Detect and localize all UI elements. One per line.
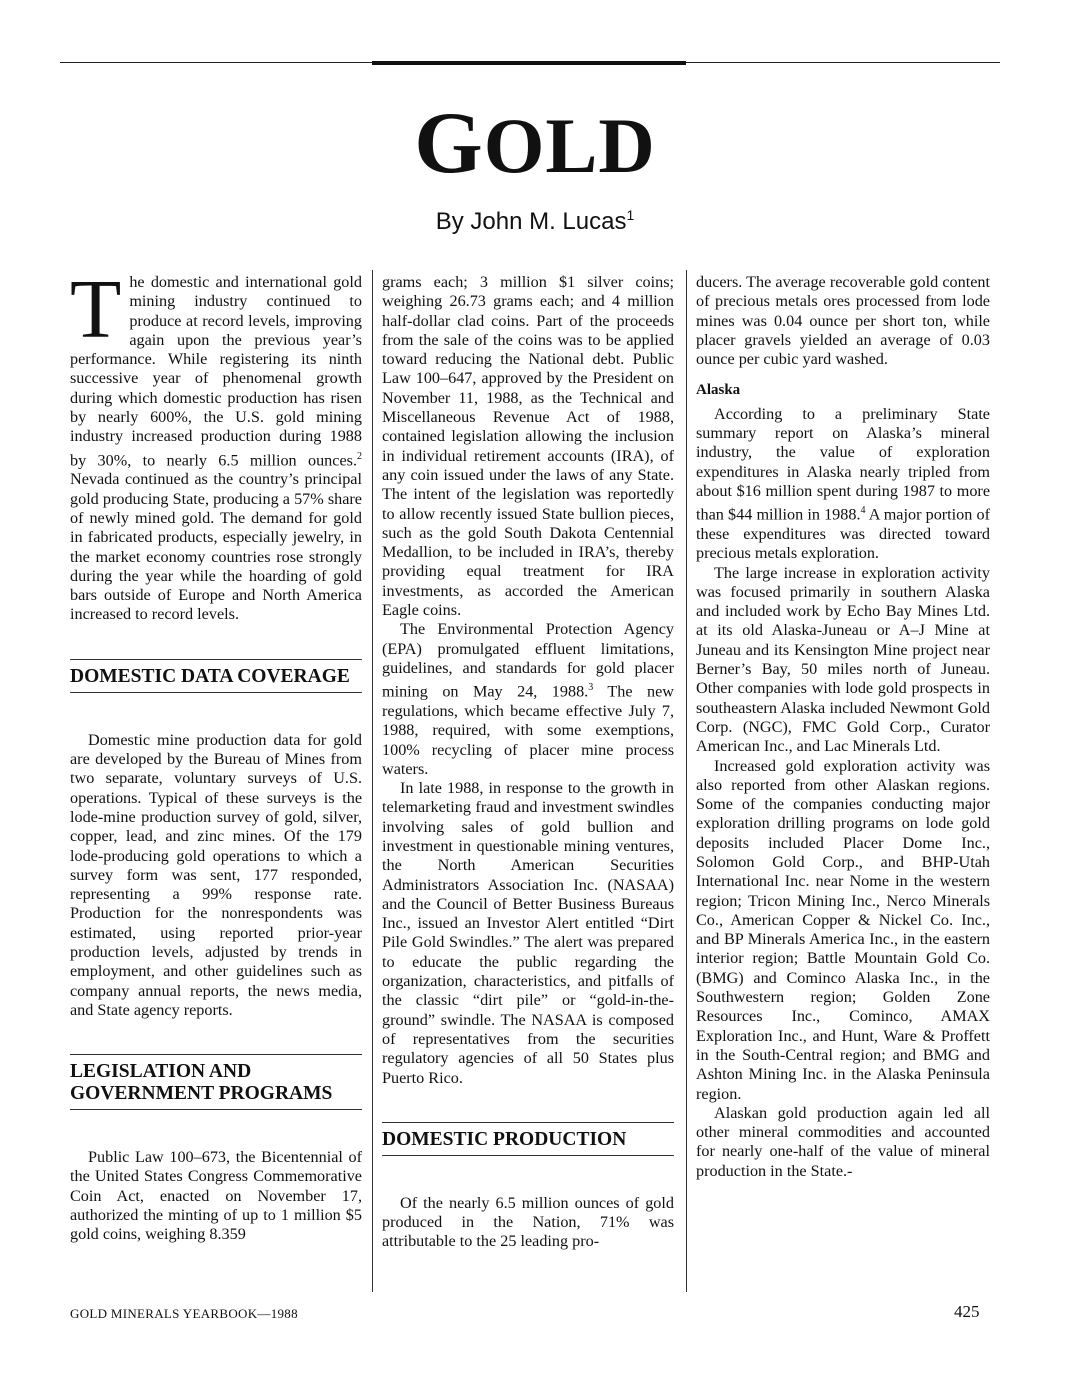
drop-cap: T <box>70 263 122 356</box>
column-1 <box>70 263 362 1245</box>
paragraph: Increased gold exploration activity was also reported from other Alaskan regions. Some of the companies conducting major exploration drilling programs on lode gold deposits included Placer Dome Inc., Solomon Gold Corp., and BHP-Utah International Inc. near Nome in the western region; Tricon Mining Inc., Nerco Minerals Co., American Copper & Nickel Co. Inc., and BP Minerals America Inc., in the eastern interior region; Battle Mountain Gold Co. (BMG) and Cominco Alaska Inc., in the Southwestern region; Golden Zone Resources Inc., Cominco, AMAX Exploration Inc., and Hunt, Ware & Proffett in the South-Central region; and BMG and Ashton Mining Inc. in the Alaska Peninsula region. <box>696 756 990 1103</box>
section-heading-legislation: LEGISLATION AND GOVERNMENT PROGRAMS <box>70 1054 362 1110</box>
running-footer: GOLD MINERALS YEARBOOK—1988 <box>70 1306 298 1321</box>
page-title: GOLD <box>414 95 656 192</box>
paragraph: Of the nearly 6.5 million ounces of gold produced in the Nation, 71% was attributable to the 25 leading pro- <box>382 1193 674 1251</box>
paragraph: According to a preliminary State summary report on Alaska’s mineral industry, the value of exploration expenditures in Alaska nearly tripled from about $16 million spent during 1987 to more than $44 million in 1988.$^4$ A major portion of these expenditures was directed toward precious metals exploration. <box>696 404 990 563</box>
paragraph: The large increase in exploration activity was focused primarily in southern Alaska and included work by Echo Bay Mines Ltd. at its old Alaska-Juneau or A–J Mine at Juneau and its Kensington Mine project near Berner’s Bay, 50 miles north of Juneau. Other companies with lode gold prospects in southeastern Alaska included Newmont Gold Corp. (NGC), FMC Gold Corp., Curator American Inc., and Lac Minerals Ltd. <box>696 563 990 756</box>
column-divider <box>686 270 687 1292</box>
paragraph: Domestic mine production data for gold are developed by the Bureau of Mines from two separate, voluntary surveys of U.S. operations. Typical of these surveys is the lode-mine production survey of gold, silver, copper, lead, and zinc mines. Of the 179 lode-producing gold operations to which a survey form was sent, 177 responded, representing a 99% response rate. Production for the nonrespondents was estimated, using reported prior-year production levels, adjusted by trends in employment, and other guidelines such as company annual reports, the news media, and State agency reports. <box>70 730 362 1019</box>
top-rule-accent <box>372 61 686 65</box>
column-divider <box>372 270 373 1292</box>
byline: By John M. Lucas$^1$ <box>435 207 635 235</box>
paragraph: In late 1988, in response to the growth in telemarketing fraud and investment swindles involving sales of gold bullion and investment in questionable mining ventures, the North American Securities Administrators Association Inc. (NASAA) and the Council of Better Business Bureaus Inc., issued an Investor Alert entitled “Dirt Pile Gold Swindles.” The alert was prepared to educate the public regarding the organization, characteristics, and pitfalls of the classic “dirt pile” or “gold-in-the-ground” swindle. The NASAA is composed of representatives from the securities regulatory agencies of all 50 States plus Puerto Rico. <box>382 779 674 1087</box>
paragraph: The Environmental Protection Agency (EPA) promulgated effluent limitations, guidelines, and standards for gold placer mining on May 24, 1988.$^3$ The new regulations, which became effective July 7, 1988, required, with some exemptions, 100% recycling of placer mine process waters. <box>382 620 674 778</box>
intro-paragraph: The domestic and international gold mining industry continued to produce at record levels, improving again upon the previous year’s performance. While registering its ninth successive year of phenomenal growth during which domestic production has risen by nearly 600%, the U.S. gold mining industry increased production during 1988 by 30%, to nearly 6.5 million ounces.$^2$ Nevada continued as the country’s principal gold producing State, producing a 57% share of newly mined gold. The demand for gold in fabricated products, especially jewelry, in the market economy countries rose strongly during the year while the hoarding of gold bars outside of Europe and North America increased to record levels. <box>70 263 362 624</box>
column-3 <box>696 273 990 1181</box>
paragraph: ducers. The average recoverable gold content of precious metals ores processed from lode mines was 0.04 ounce per short ton, while placer gravels yielded an average of 0.03 ounce per cubic yard washed. <box>696 273 990 369</box>
section-heading-data-coverage: DOMESTIC DATA COVERAGE <box>70 659 362 693</box>
subheading-alaska: Alaska <box>696 382 741 399</box>
column-2 <box>382 273 674 1252</box>
section-heading-domestic-production: DOMESTIC PRODUCTION <box>382 1122 674 1156</box>
paragraph: Public Law 100–673, the Bicentennial of the United States Congress Commemorative Coin Act, enacted on November 17, authorized the minting of up to 1 million $5 gold coins, weighing 8.359 <box>70 1148 362 1244</box>
paragraph: grams each; 3 million $1 silver coins; weighing 26.73 grams each; and 4 million half-dollar clad coins. Part of the proceeds from the sale of the coins was to be applied toward reducing the National debt. Public Law 100–647, approved by the President on November 11, 1988, as the Technical and Miscellaneous Revenue Act of 1988, contained legislation allowing the inclusion in individual retirement accounts (IRA), of any coin issued under the laws of any State. The intent of the legislation was reportedly to allow recently issued State bullion pieces, such as the gold South Dakota Centennial Medallion, to be included in IRA’s, thereby providing equal treatment for IRA investments, as accorded the American Eagle coins. <box>382 273 674 620</box>
paragraph: Alaskan gold production again led all other mineral commodities and accounted for nearly one-half of the value of mineral production in the State.- <box>696 1103 990 1180</box>
page-number: 425 <box>954 1302 980 1321</box>
